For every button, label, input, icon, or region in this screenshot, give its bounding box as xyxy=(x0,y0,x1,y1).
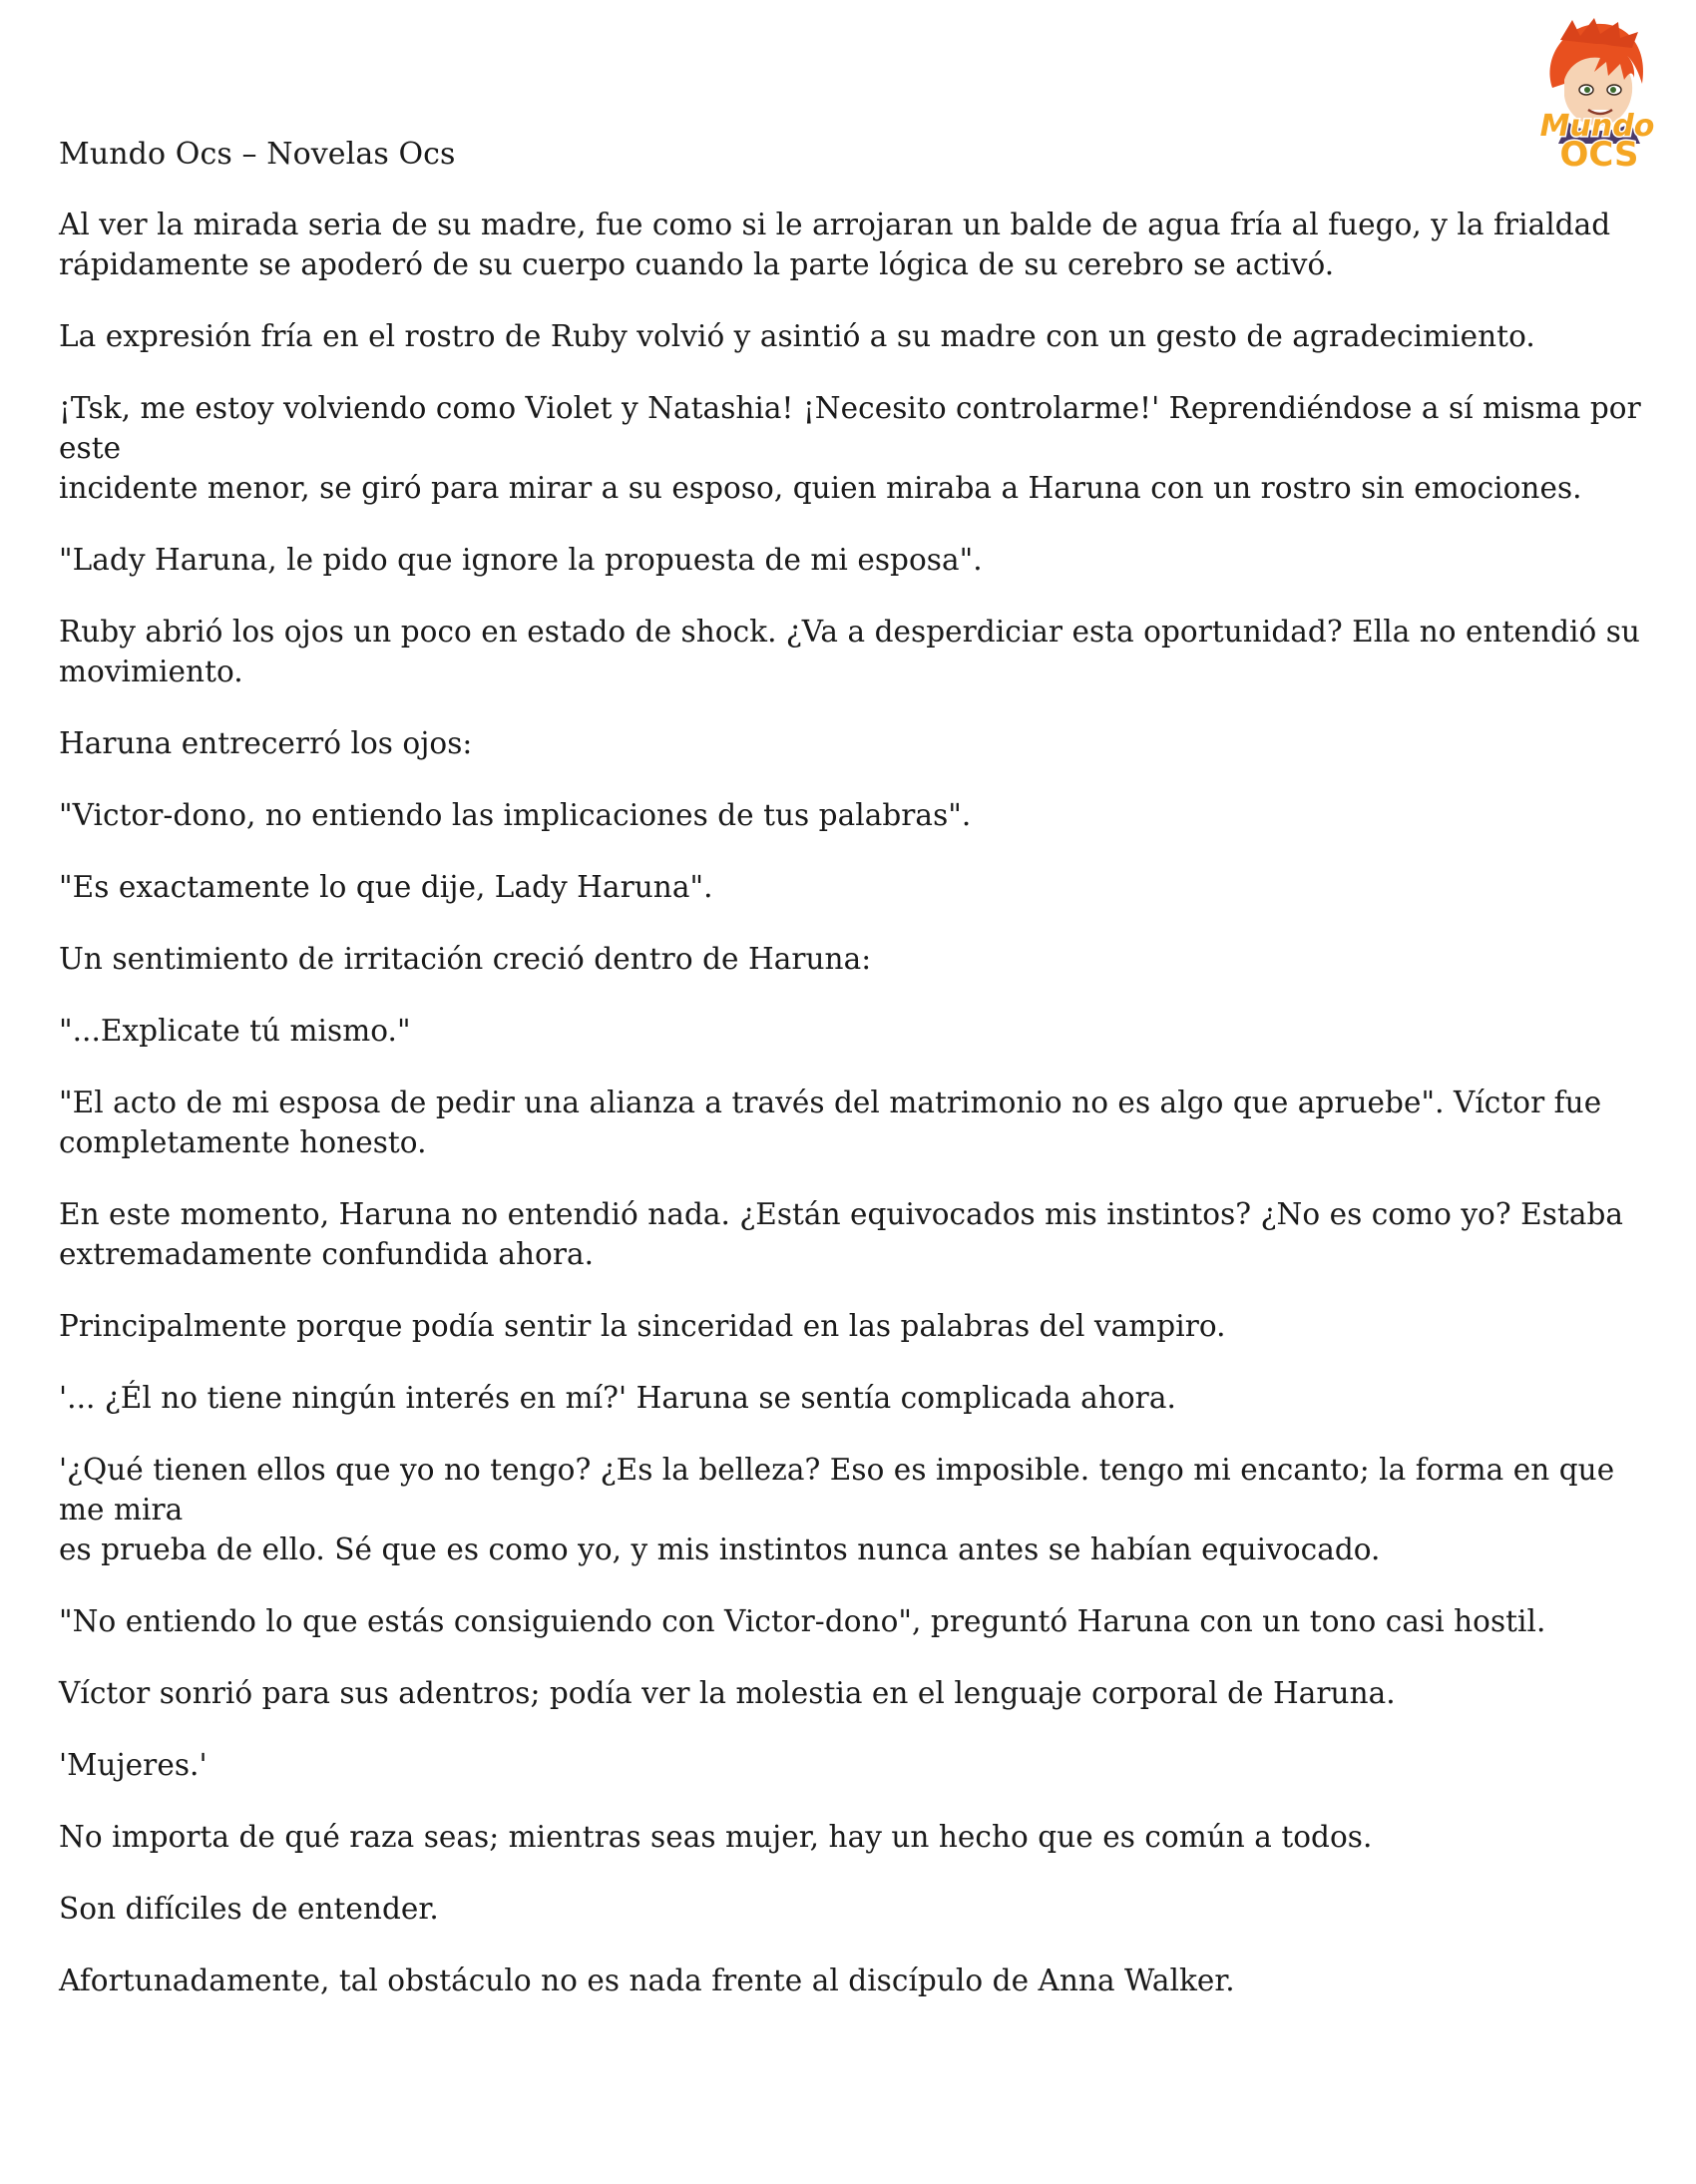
paragraph: Afortunadamente, tal obstáculo no es nada frente al discípulo de Anna Walker. xyxy=(59,1964,1235,1997)
logo-text-mundo: Mundo xyxy=(1539,109,1655,144)
paragraph: Víctor sonrió para sus adentros; podía ver la molestia en el lenguaje corporal de Haruna. xyxy=(59,1676,1396,1710)
mundo-ocs-logo xyxy=(1524,18,1670,170)
paragraph: '... ¿Él no tiene ningún interés en mí?' Haruna se sentía complicada ahora. xyxy=(59,1381,1176,1415)
paragraph: '¿Qué tienen ellos que yo no tengo? ¿Es la belleza? Eso es imposible. tengo mi encanto; la forma en que me mira es prueba de ello. Sé que es como yo, y mis instintos nunca antes se habían equivocado. xyxy=(59,1453,1615,1566)
paragraph: ¡Tsk, me estoy volviendo como Violet y Natashia! ¡Necesito controlarme!' Reprendiéndose a sí misma por este incidente menor, se giró para mirar a su esposo, quien miraba a Haruna con un rostro sin emociones. xyxy=(59,391,1641,505)
paragraph: "Lady Haruna, le pido que ignore la propuesta de mi esposa". xyxy=(59,543,983,577)
paragraph: "El acto de mi esposa de pedir una alianza a través del matrimonio no es algo que apruebe". Víctor fue completamente honesto. xyxy=(59,1086,1602,1159)
paragraph: "...Explicate tú mismo." xyxy=(59,1014,411,1048)
paragraph: 'Mujeres.' xyxy=(59,1748,208,1782)
paragraph: No importa de qué raza seas; mientras seas mujer, hay un hecho que es común a todos. xyxy=(59,1820,1373,1854)
paragraph: "Es exactamente lo que dije, Lady Haruna". xyxy=(59,870,713,904)
paragraph: Son difíciles de entender. xyxy=(59,1892,439,1926)
paragraph: Un sentimiento de irritación creció dentro de Haruna: xyxy=(59,942,872,976)
paragraph: La expresión fría en el rostro de Ruby volvió y asintió a su madre con un gesto de agradecimiento. xyxy=(59,319,1535,353)
paragraph: Ruby abrió los ojos un poco en estado de shock. ¿Va a desperdiciar esta oportunidad? Ella no entendió su movimiento. xyxy=(59,615,1640,688)
paragraph: "No entiendo lo que estás consiguiendo con Victor-dono", preguntó Haruna con un tono casi hostil. xyxy=(59,1604,1546,1638)
paragraph: Haruna entrecerró los ojos: xyxy=(59,726,473,760)
paragraph: Principalmente porque podía sentir la sinceridad en las palabras del vampiro. xyxy=(59,1309,1226,1343)
paragraph: "Victor-dono, no entiendo las implicaciones de tus palabras". xyxy=(59,798,972,832)
logo-text-ocs: OCS xyxy=(1559,135,1639,170)
paragraph: Al ver la mirada seria de su madre, fue como si le arrojaran un balde de agua fría al fuego, y la frialdad rápidamente se apoderó de su cuerpo cuando la parte lógica de su cerebro se activó. xyxy=(59,208,1611,281)
document-body xyxy=(59,205,1645,2032)
document-header: Mundo Ocs – Novelas Ocs xyxy=(59,137,456,172)
paragraph: En este momento, Haruna no entendió nada. ¿Están equivocados mis instintos? ¿No es como yo? Estaba extremadamente confundida ahora. xyxy=(59,1197,1624,1271)
